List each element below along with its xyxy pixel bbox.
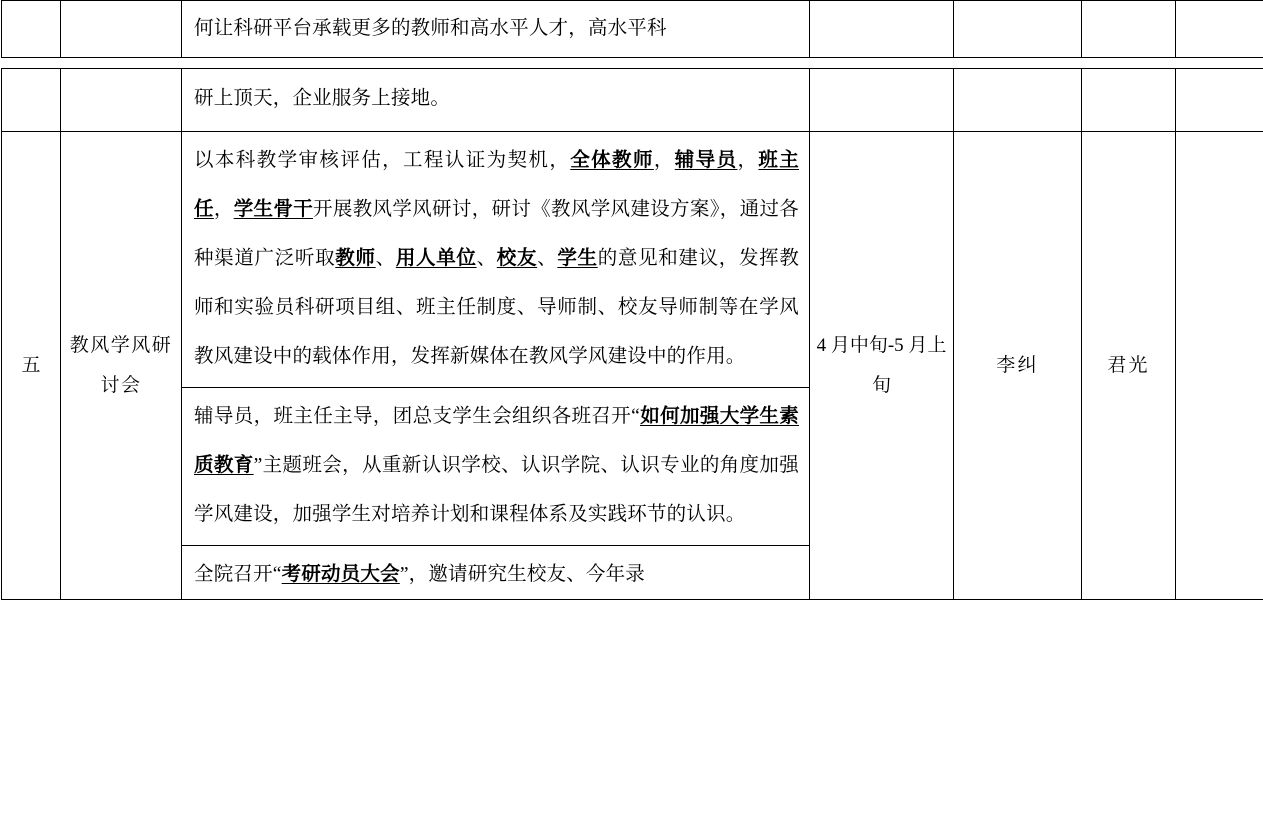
cell-content [182,69,810,132]
table-gap [0,58,1263,68]
content-text: 何让科研平台承载更多的教师和高水平人才，高水平科 [194,18,667,39]
cell-num [2,1,61,58]
table-row [2,1,1263,58]
table-row-continuation [2,69,1263,132]
text-run: 、 [476,248,497,269]
cell-name [61,69,182,132]
text-run: 如何加强大学生素质教育 [194,406,800,476]
text-run: ”主题班会，从重新认识学校、认识学院、认识专业的角度加强学风建设，加强学生对培养计划和课程体系及实践环节的认识。 [194,455,799,525]
cell-num [2,69,61,132]
main-table [1,68,1263,600]
text-run: 教师 [335,248,376,269]
text-run: ， [213,199,234,220]
text-run: 辅导员，班主任主导，团总支学生会组织各班召开“ [194,406,641,427]
content-paragraph-3 [182,546,809,599]
cell-name: 教风学风研讨会 [61,132,182,600]
cell-time: 4 月中旬-5 月上旬 [810,132,954,600]
text-run: 考研动员大会 [281,564,400,585]
cell-time [810,1,954,58]
text-run: 全院召开“ [194,564,282,585]
text-run: 以本科教学审核评估，工程认证为契机， [194,150,571,171]
cell-dept [1082,69,1176,132]
cell-content-1 [182,132,810,388]
cell-leader [954,1,1082,58]
text-run: 、 [537,248,558,269]
table-fragment-top [1,0,1263,58]
text-run: 班主任 [194,150,800,220]
cell-dept: 君光 [1082,132,1176,600]
cell-extra [1176,1,1263,58]
text-run: 辅导员 [674,150,738,171]
cell-content-3 [182,546,810,600]
cell-dept [1082,1,1176,58]
cell-extra [1176,132,1263,600]
text-run: 、 [375,248,396,269]
content-paragraph-1 [182,132,809,387]
text-run: 开展教风学风研讨，研讨《教风学风建设方案》，通过各种渠道广泛听取 [194,199,799,269]
table-row-item-5 [2,132,1263,388]
cell-time [810,69,954,132]
cell-num: 五 [2,132,61,600]
cell-content-2 [182,388,810,546]
text-run: 学生骨干 [233,199,314,220]
text-run: 的意见和建议，发挥教师和实验员科研项目组、班主任制度、导师制、校友导师制等在学风教风建设中的载体作用，发挥新媒体在教风学风建设中的作用。 [194,248,800,367]
cell-content [182,1,810,58]
text-run: ， [737,150,759,171]
cell-name [61,1,182,58]
text-run: 全体教师 [570,150,654,171]
cell-leader: 李纠 [954,132,1082,600]
text-run: 学生 [557,248,598,269]
cell-extra [1176,69,1263,132]
content-paragraph-2 [182,388,809,545]
text-run: 用人单位 [395,248,477,269]
cell-leader [954,69,1082,132]
text-run: ”，邀请研究生校友、今年录 [399,564,646,585]
content-paragraph: 研上顶天，企业服务上接地。 [194,88,451,109]
text-run: 校友 [496,248,538,269]
text-run: ， [653,150,675,171]
